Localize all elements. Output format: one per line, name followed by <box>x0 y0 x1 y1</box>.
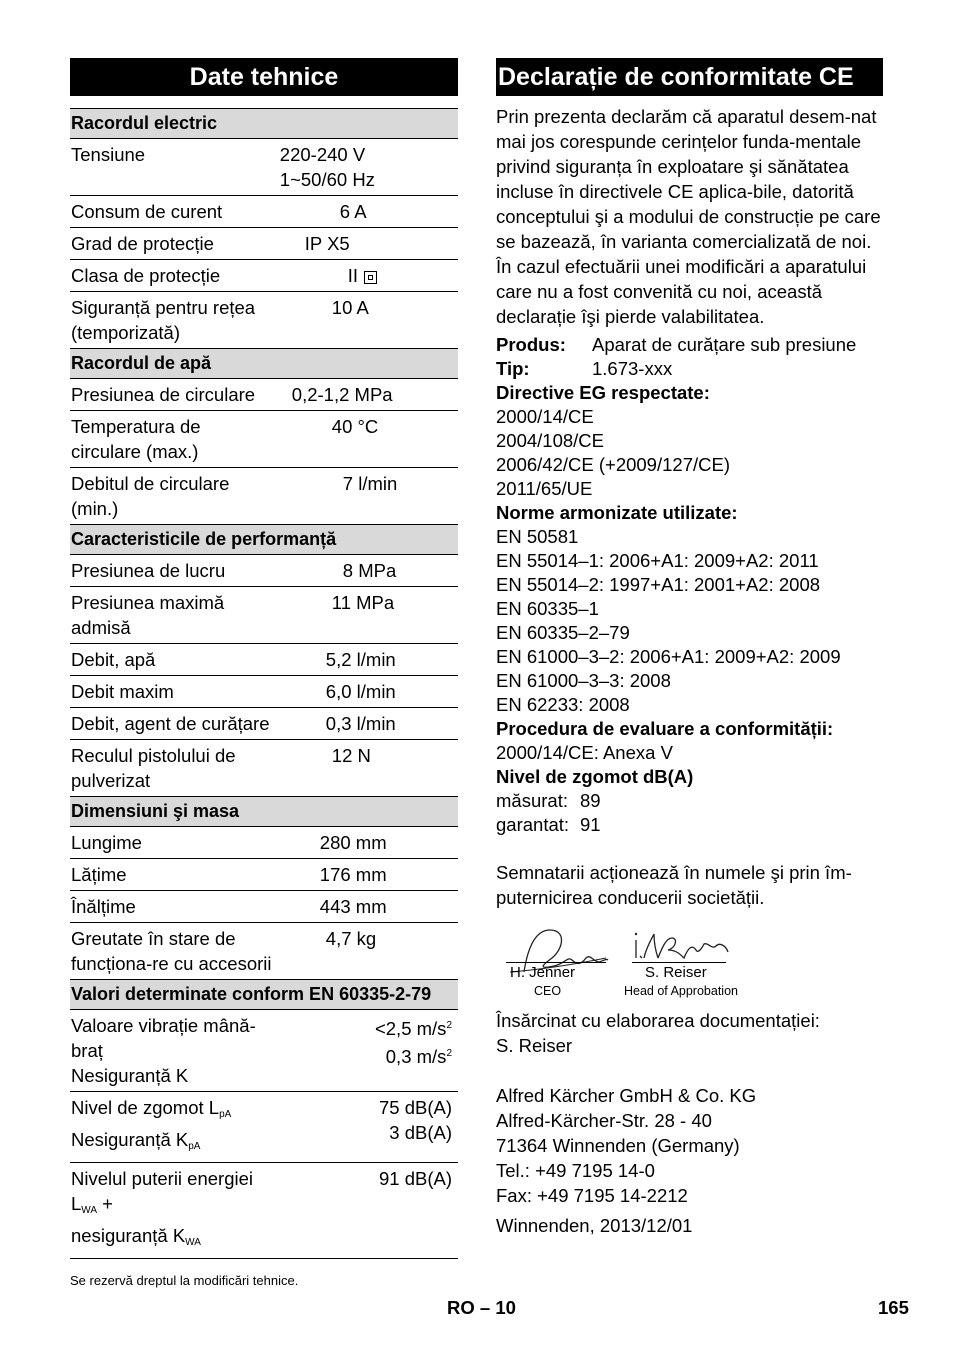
ce-declaration-column <box>496 58 886 1238</box>
spec-value-text: 0,3 l/min <box>325 713 396 734</box>
spec-value-text: 7 l/min <box>342 473 398 494</box>
power-row <box>70 1163 458 1259</box>
spec-row <box>70 468 458 525</box>
technical-changes-note: Se rezervă dreptul la modificări tehnice. <box>70 1273 299 1288</box>
guaranteed-label: garantat: <box>496 814 570 835</box>
page-code: RO – 10 <box>447 1297 516 1318</box>
product-line <box>496 333 886 357</box>
company-address <box>496 1083 886 1208</box>
spec-value <box>275 587 458 644</box>
spec-value-text: 220-240 V 1~50/60 Hz <box>279 144 375 190</box>
spec-value <box>275 196 458 228</box>
spec-row <box>70 676 458 708</box>
spec-value-text: 10 A <box>331 297 369 318</box>
spec-label: Siguranță pentru rețea (temporizată) <box>70 292 275 349</box>
spec-value <box>275 740 458 797</box>
power-uncertainty-subscript: WA <box>185 1237 201 1248</box>
spec-value <box>275 228 458 260</box>
norm-item: EN 60335–2–79 <box>496 622 630 643</box>
spec-label: Debitul de circulare (min.) <box>70 468 275 525</box>
spec-label: Presiunea maximă admisă <box>70 587 275 644</box>
company-address-line: Alfred Kärcher GmbH & Co. KG <box>496 1085 757 1106</box>
section-header-label: Caracteristicile de performanță <box>70 525 458 555</box>
spec-row <box>70 740 458 797</box>
spec-label: Grad de protecție <box>70 228 275 260</box>
spec-value-text: 12 N <box>331 745 371 766</box>
directives-label: Directive EG respectate: <box>496 382 710 403</box>
vibration-value: <2,5 m/s <box>374 1018 447 1040</box>
spec-label: Greutate în stare de funcționa-re cu accesorii <box>70 923 275 980</box>
vibration-label: Valoare vibrație mână-braț <box>71 1015 256 1061</box>
spec-value-text: IP X5 <box>304 233 350 254</box>
technical-data-table <box>70 108 458 1259</box>
spec-row <box>70 260 458 292</box>
power-uncertainty-label: nesiguranță K <box>71 1225 186 1246</box>
spec-row <box>70 228 458 260</box>
type-line <box>496 357 886 381</box>
measured-label: măsurat: <box>496 790 568 811</box>
spec-value-text: 6 A <box>339 201 367 222</box>
section-header <box>70 349 458 379</box>
spec-value-text: 40 °C <box>331 416 379 437</box>
section-header <box>70 797 458 827</box>
spec-label: Tensiune <box>70 139 275 196</box>
spec-value-text: 6,0 l/min <box>325 681 396 702</box>
norm-item: EN 62233: 2008 <box>496 694 630 715</box>
noise-level-label: Nivel de zgomot dB(A) <box>496 766 694 787</box>
technical-data-title: Date tehnice <box>70 58 458 96</box>
spec-value-text: 280 mm <box>319 832 387 853</box>
norm-item: EN 50581 <box>496 526 579 547</box>
company-address-line: 71364 Winnenden (Germany) <box>496 1135 740 1156</box>
section-header-label: Dimensiuni şi masa <box>70 797 458 827</box>
spec-label: Lățime <box>70 859 275 891</box>
product-label: Produs: <box>496 334 566 355</box>
vibration-uncertainty-exponent: 2 <box>446 1048 452 1060</box>
spec-value <box>275 260 458 292</box>
type-label: Tip: <box>496 358 530 379</box>
spec-label: Presiunea de circulare <box>70 379 275 411</box>
spec-label: Clasa de protecție <box>70 260 275 292</box>
power-values <box>275 1163 458 1259</box>
ce-declaration-title: Declarație de conformitate CE <box>496 58 883 96</box>
spec-value <box>275 139 458 196</box>
power-plus: + <box>97 1193 113 1214</box>
procedure-label: Procedura de evaluare a conformității: <box>496 718 834 739</box>
spec-row <box>70 411 458 468</box>
signatory-2-name: S. Reiser <box>645 964 707 981</box>
norms-list <box>496 525 886 717</box>
place-date: Winnenden, 2013/12/01 <box>496 1215 693 1236</box>
signatory-1-name: H. Jenner <box>510 964 576 981</box>
section-header <box>70 980 458 1010</box>
section-header <box>70 525 458 555</box>
spec-value <box>275 411 458 468</box>
vibration-uncertainty-label: Nesiguranță K <box>71 1065 189 1086</box>
spec-label: Înălțime <box>70 891 275 923</box>
spec-row <box>70 292 458 349</box>
spec-value <box>275 555 458 587</box>
guaranteed-value: 91 <box>580 814 601 835</box>
measured-value: 89 <box>580 790 601 811</box>
signatory-2-role: Head of Approbation <box>624 984 738 998</box>
directives-list <box>496 405 886 501</box>
noise-subscript: pA <box>219 1109 232 1120</box>
spec-row <box>70 923 458 980</box>
measured-line <box>496 789 886 813</box>
section-header-label: Valori determinate conform EN 60335-2-79 <box>70 980 458 1010</box>
power-label: Nivelul puterii energiei L <box>71 1168 254 1214</box>
company-address-line: Tel.: +49 7195 14-0 <box>496 1160 655 1181</box>
noise-row <box>70 1092 458 1163</box>
spec-label: Lungime <box>70 827 275 859</box>
spec-label: Debit, agent de curățare <box>70 708 275 740</box>
spec-row <box>70 196 458 228</box>
spec-label: Temperatura de circulare (max.) <box>70 411 275 468</box>
spec-value <box>275 676 458 708</box>
procedure-value: 2000/14/CE: Anexa V <box>496 742 673 763</box>
spec-value-text: II <box>347 265 359 286</box>
spec-row <box>70 644 458 676</box>
norm-item: EN 61000–3–2: 2006+A1: 2009+A2: 2009 <box>496 646 841 667</box>
spec-value-text: 11 MPa <box>331 592 395 613</box>
spec-row <box>70 891 458 923</box>
spec-label: Debit maxim <box>70 676 275 708</box>
spec-value <box>275 891 458 923</box>
spec-value-text: 4,7 kg <box>325 928 377 949</box>
power-subscript: WA <box>81 1205 98 1216</box>
company-address-line: Alfred-Kärcher-Str. 28 - 40 <box>496 1110 712 1131</box>
signatories-text: Semnatarii acționează în numele şi prin îm-puternicirea conducerii societății. <box>496 862 852 908</box>
spec-row <box>70 379 458 411</box>
spec-value <box>275 379 458 411</box>
section-header-label: Racordul de apă <box>70 349 458 379</box>
spec-row <box>70 827 458 859</box>
directive-item: 2006/42/CE (+2009/127/CE) <box>496 454 730 475</box>
norm-item: EN 55014–2: 1997+A1: 2001+A2: 2008 <box>496 574 821 595</box>
spec-value <box>275 292 458 349</box>
spec-value-text: 5,2 l/min <box>325 649 396 670</box>
type-value: 1.673-xxx <box>592 358 673 379</box>
directive-item: 2011/65/UE <box>496 478 593 499</box>
signatures <box>496 926 886 1008</box>
spec-value <box>275 859 458 891</box>
section-header <box>70 109 458 139</box>
spec-value <box>275 468 458 525</box>
norms-label: Norme armonizate utilizate: <box>496 502 738 523</box>
directive-item: 2004/108/CE <box>496 430 605 451</box>
spec-label: Presiunea de lucru <box>70 555 275 587</box>
directive-item: 2000/14/CE <box>496 406 594 427</box>
spec-label: Reculul pistolului de pulverizat <box>70 740 275 797</box>
section-header-label: Racordul electric <box>70 109 458 139</box>
spec-value-text: 0,2-1,2 MPa <box>291 384 393 405</box>
technical-data-column <box>70 58 458 1288</box>
declaration-intro: Prin prezenta declarăm că aparatul desem-nat mai jos corespunde cerințelor funda-mentale privind siguranța în exploatare şi sănătatea incluse în directivele CE aplica-bile, datorită conceptului şi a modului de construcție pe care se bazează, în varianta comercializată de noi. În cazul efectuării unei modificări a aparatului care nu a fost convenită cu noi, această declarație îşi pierde valabilitatea. <box>496 106 881 327</box>
vibration-labels <box>70 1010 275 1092</box>
documentation-name: S. Reiser <box>496 1035 573 1056</box>
vibration-values <box>275 1010 458 1092</box>
noise-uncertainty-value: 3 dB(A) <box>389 1122 452 1143</box>
vibration-uncertainty-value: 0,3 m/s <box>385 1046 447 1068</box>
spec-value-text: 443 mm <box>319 896 387 917</box>
norm-item: EN 55014–1: 2006+A1: 2009+A2: 2011 <box>496 550 819 571</box>
spec-row <box>70 555 458 587</box>
signatory-1-role: CEO <box>534 984 562 998</box>
spec-row <box>70 139 458 196</box>
noise-uncertainty-label: Nesiguranță K <box>71 1129 189 1150</box>
power-labels <box>70 1163 275 1259</box>
spec-row <box>70 708 458 740</box>
spec-value <box>275 923 458 980</box>
power-value: 91 dB(A) <box>378 1168 452 1189</box>
signature-line-1 <box>506 962 606 963</box>
guaranteed-line <box>496 813 886 837</box>
protection-class-ii-icon <box>364 271 377 284</box>
spec-label: Debit, apă <box>70 644 275 676</box>
company-address-line: Fax: +49 7195 14-2212 <box>496 1185 688 1206</box>
spec-value <box>275 827 458 859</box>
norm-item: EN 60335–1 <box>496 598 599 619</box>
spec-value <box>275 644 458 676</box>
vibration-unit-exponent: 2 <box>446 1020 452 1031</box>
documentation-label: Însărcinat cu elaborarea documentației: <box>496 1010 820 1031</box>
noise-label: Nivel de zgomot L <box>71 1097 220 1118</box>
page-number: 165 <box>878 1297 909 1318</box>
vibration-row <box>70 1010 458 1092</box>
spec-row <box>70 587 458 644</box>
spec-label: Consum de curent <box>70 196 275 228</box>
spec-value <box>275 708 458 740</box>
product-value: Aparat de curățare sub presiune <box>592 334 857 355</box>
spec-value-text: 8 MPa <box>342 560 397 581</box>
noise-labels <box>70 1092 275 1163</box>
noise-values <box>275 1092 458 1163</box>
signature-line-2 <box>632 962 726 963</box>
noise-uncertainty-subscript: pA <box>188 1141 201 1152</box>
spec-row <box>70 859 458 891</box>
noise-value: 75 dB(A) <box>378 1097 452 1118</box>
norm-item: EN 61000–3–3: 2008 <box>496 670 671 691</box>
spec-value-text: 176 mm <box>319 864 387 885</box>
